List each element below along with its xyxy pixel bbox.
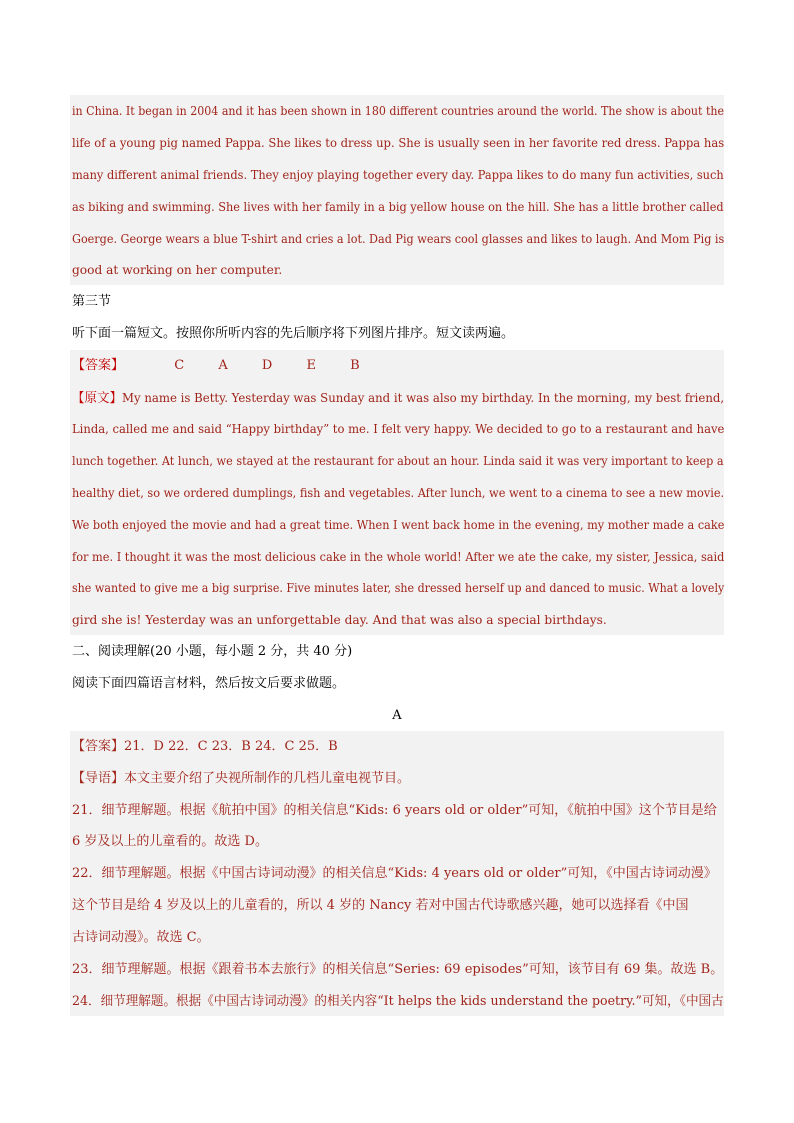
original-line: she wanted to give me a big surprise. Five minutes later, she dressed herself up and danced to music. What a lovely — [72, 581, 725, 595]
answer-value: B — [350, 358, 360, 373]
passage-line: good at working on her computer. — [72, 263, 283, 277]
guide-line: 【导语】本文主要介绍了央视所制作的几档儿童电视节目。 — [72, 771, 411, 786]
original-line: gird she is! Yesterday was an unforgettable day. And that was also a special birthdays. — [72, 613, 607, 627]
explanation-line: 6 岁及以上的儿童看的。故选 D。 — [72, 834, 268, 849]
passage-line: many different animal friends. They enjoy playing together every day. Pappa likes to do many fun activities, such — [72, 168, 724, 182]
section-instruction: 听下面一篇短文。按照你所听内容的先后顺序将下列图片排序。短文读两遍。 — [72, 326, 515, 341]
original-line: We both enjoyed the movie and had a great time. When I went back home in the evening, my mother made a cake — [72, 518, 725, 532]
section-instruction: 阅读下面四篇语言材料，然后按文后要求做题。 — [72, 676, 346, 691]
answer-line — [72, 358, 360, 374]
explanation-line: 22．细节理解题。根据《中国古诗词动漫》的相关信息“Kids: 4 years old or older”可知，《中国古诗词动漫》 — [72, 866, 717, 881]
section-heading: 二、阅读理解(20 小题，每小题 2 分，共 40 分) — [72, 644, 353, 659]
original-label: 【原文】 — [72, 391, 123, 406]
answer-value: D — [261, 358, 273, 373]
original-line — [72, 390, 724, 407]
passage-line: in China. It began in 2004 and it has been shown in 180 different countries around the world. The show is about the — [72, 104, 725, 118]
passage-line: Goerge. George wears a blue T-shirt and cries a lot. Dad Pig wears cool glasses and likes to laugh. And Mom Pig is — [72, 232, 725, 246]
answer-value: E — [306, 358, 316, 373]
explanation-line: 这个节目是给 4 岁及以上的儿童看的，所以 4 岁的 Nancy 若对中国古代诗歌感兴趣，她可以选择看《中国 — [72, 898, 689, 913]
passage-background — [70, 95, 724, 285]
explanation-line: 21．细节理解题。根据《航拍中国》的相关信息“Kids: 6 years old or older”可知，《航拍中国》这个节目是给 — [72, 803, 717, 818]
answer-label: 【答案】 — [72, 358, 125, 373]
answer-value: C — [174, 358, 185, 373]
original-text: My name is Betty. Yesterday was Sunday and it was also my birthday. In the morning, my best friend, — [122, 391, 725, 405]
section-heading: 第三节 — [72, 294, 112, 309]
answer-line: 【答案】21．D 22．C 23．B 24．C 25．B — [72, 739, 338, 754]
part-label: A — [392, 708, 402, 723]
explanation-line: 古诗词动漫》。故选 C。 — [72, 930, 210, 945]
original-line: healthy diet, so we ordered dumplings, fish and vegetables. After lunch, we went to a cinema to see a new movie. — [72, 486, 725, 500]
answer-value: A — [218, 358, 228, 373]
passage-line: as biking and swimming. She lives with her family in a big yellow house on the hill. She has a little brother called — [72, 200, 724, 214]
explanation-line: 24．细节理解题。根据《中国古诗词动漫》的相关内容“It helps the kids understand the poetry.”可知，《中国古 — [72, 994, 724, 1009]
original-line: for me. I thought it was the most delicious cake in the whole world! After we ate the cake, my sister, Jessica, said — [72, 550, 725, 564]
explanation-line: 23．细节理解题。根据《跟着书本去旅行》的相关信息“Series: 69 episodes”可知，该节目有 69 集。故选 B。 — [72, 962, 724, 977]
original-line: Linda, called me and said “Happy birthday” to me. I felt very happy. We decided to go to a restaurant and have — [72, 422, 725, 436]
original-line: lunch together. At lunch, we stayed at the restaurant for about an hour. Linda said it was very important to keep a — [72, 454, 724, 468]
passage-line: life of a young pig named Pappa. She likes to dress up. She is usually seen in her favorite red dress. Pappa has — [72, 136, 725, 150]
